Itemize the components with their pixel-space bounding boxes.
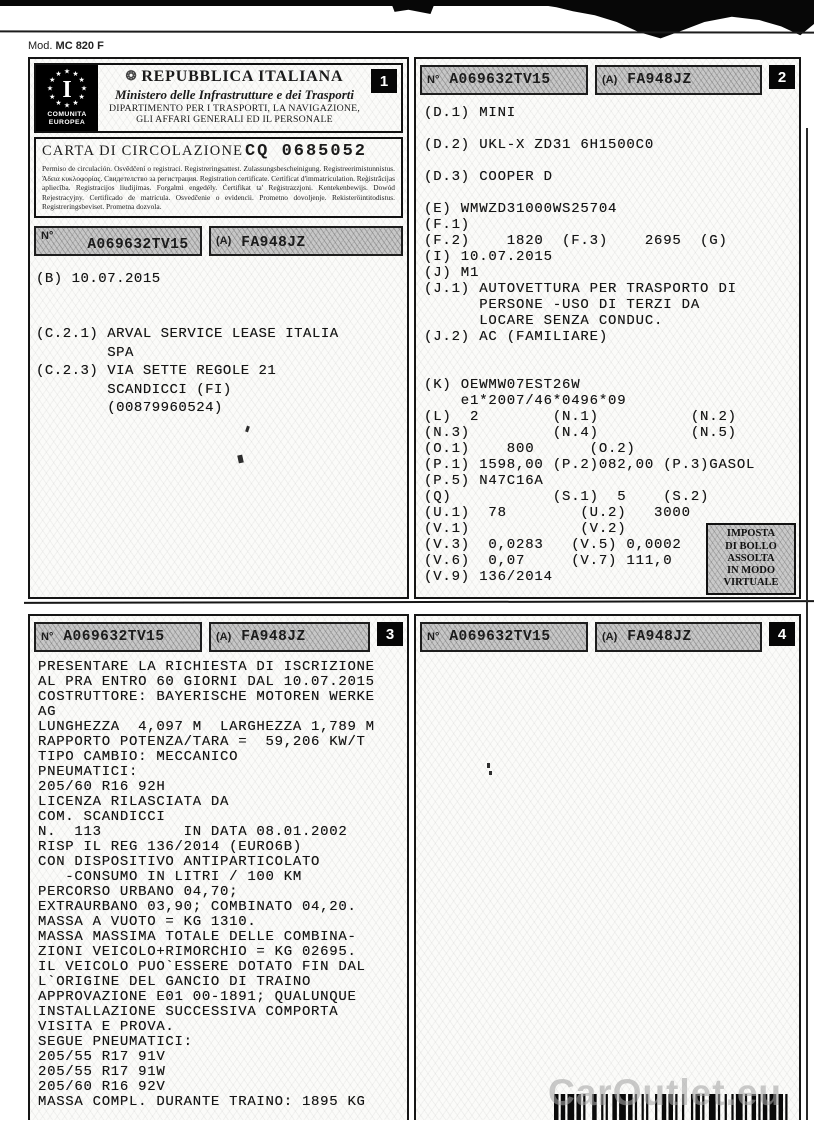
technical-annotation-lines: PRESENTARE LA RICHIESTA DI ISCRIZIONE AL PRA ENTRO 60 GIORNI DAL 10.07.2015 COSTRUTTORE: BAYERISCHE MOTOREN WERKE AG LUNGHEZZA 4,097 M LARGHEZZA 1,789 M RAPPORTO POTENZA/TARA = 59,206 KW/T TIPO CAMBIO: MECCANICO PNEUMATICI: 205/60 R16 92H LICENZA RILASCIATA DA COM. SCANDICCI N. 113 IN DATA 08.01.2002 RISP IL REG 136/2014 (EURO6B) CON DISPOSITIVO ANTIPARTICOLATO -CONSUMO IN LITRI / 100 KM PERCORSO URBANO 04,70; EXTRAURBANO 03,90; COMBINATO 04,20. MASSA A VUOTO = KG 1310. MASSA MASSIMA TOTALE DELLE COMBINA- ZIONI VEICOLO+RIMORCHIO = KG 02695. IL VEICOLO PUO`ESSERE DOTATO FIN DAL L`ORIGINE DEL GANCIO DI TRAINO APPROVAZIONE E01 00-1891; QUALUNQUE INSTALLAZIONE SUCCESSIVA COMPORTA VISITA E PROVA. SEGUE PNEUMATICI: 205/55 R17 91V 205/55 R17 91W 205/60 R16 92V MASSA COMPL. DURANTE TRAINO: 1895 KG <box>38 659 375 1110</box>
certificate-number-label: N° <box>41 631 54 643</box>
plate-fields-row-2 <box>420 65 795 95</box>
document-title: CARTA DI CIRCOLAZIONE <box>42 143 244 159</box>
form-model-label <box>28 40 104 52</box>
vehicle-data-lines: (D.1) MINI (D.2) UKL-X ZD31 6H1500C0 (D.3) COOPER D (E) WMWZD31000WS25704 (F.1) (F.2) 1820 (F.3) 2695 (G) (I) 10.07.2015 (J) M1 (J.1) AUTOVETTURA PER TRASPORTO DI PERSONE -USO DI TERZI DA LOCARE SENZA CONDUC. (J.2) AC (FAMILIARE) (K) OEWMW07EST26W e1*2007/46*0496*09 (L) 2 (N.1) (N.2) (N.3) (N.4) (N.5) (O.1) 800 (O.2) (P.1) 1598,00 (P.2)082,00 (P.3)GASOL (P.5) N47C16A (Q) (S.1) 5 (S.2) (U.1) 78 (U.2) 3000 (V.1) (V.2) (V.3) 0,0283 (V.5) 0,0002 (V.6) 0,07 (V.7) 111,0 (V.9) 136/2014 <box>424 105 756 585</box>
scan-artifact-ink-blob <box>540 0 814 40</box>
ministry-header-text <box>98 65 371 131</box>
multilingual-certificate-text: Permiso de circulación. Osvědčení o registraci. Registreringsattest. Zulassungsbescheinigung. Registreerimistunnistus. Άδεια κυκλοφορίας. Свидетелство за регистрация. Registration certificate. Certificat d'immatriculation. Reģistrācijas apliecība. Registracijos liudijimas. Forgalmi engedély. Ċertifikat ta' Reġistrazzjoni. Kentekenbewijs. Dowód Rejestracyjny. Certificado de matrícula. Osvedčenie o evidencii. Prometno dovoljenje. Rekisteröintitodistus. Registreringsbeviset. Prometna dozvola. <box>42 164 395 212</box>
certificate-number-value: A069632TV15 <box>449 629 551 645</box>
fold-line-middle <box>24 600 814 604</box>
ministry-name: Ministero delle Infrastrutture e dei Trasporti <box>115 87 354 102</box>
svg-text:★: ★ <box>78 94 85 101</box>
certificate-number-value: A069632TV15 <box>63 629 165 645</box>
watermark-text: CarOutlet.eu <box>548 1072 783 1113</box>
license-plate-label: (A) <box>216 631 232 643</box>
page-number-badge-1: 1 <box>371 69 397 93</box>
svg-text:★: ★ <box>49 77 56 84</box>
svg-text:★: ★ <box>63 102 71 110</box>
certificate-number-field <box>34 226 202 256</box>
license-plate-label: (A) <box>216 234 232 247</box>
scan-speck <box>487 763 490 768</box>
republic-title: REPUBBLICA ITALIANA <box>141 68 344 85</box>
scan-speck <box>489 771 492 775</box>
license-plate-value: FA948JZ <box>627 72 692 88</box>
certificate-number-label: N° <box>427 74 440 86</box>
scan-artifact-ink-blob-small <box>390 0 436 14</box>
svg-text:★: ★ <box>63 68 71 76</box>
svg-text:★: ★ <box>72 100 79 108</box>
stamp-duty-text: IMPOSTA DI BOLLO ASSOLTA IN MODO VIRTUALE <box>723 528 779 589</box>
quadrant-2-vehicle-data <box>414 57 801 599</box>
license-plate-label: (A) <box>602 74 618 86</box>
page-edge-right <box>806 128 808 1120</box>
certificate-number-value: A069632TV15 <box>449 72 551 88</box>
svg-text:★: ★ <box>46 85 54 93</box>
svg-text:★: ★ <box>49 94 56 101</box>
eu-logo-label-line1: COMUNITA <box>47 111 87 118</box>
svg-text:★: ★ <box>78 77 85 84</box>
form-model-prefix: Mod. <box>28 40 53 52</box>
license-plate-field <box>209 622 370 652</box>
document-serial: CQ 0685052 <box>244 142 367 161</box>
certificate-number-value: A069632TV15 <box>87 236 189 253</box>
svg-text:★: ★ <box>55 100 62 108</box>
license-plate-value: FA948JZ <box>627 629 692 645</box>
plate-fields-row-4 <box>420 622 795 652</box>
ministry-header <box>34 63 403 133</box>
department-line2: GLI AFFARI GENERALI ED IL PERSONALE <box>136 114 333 125</box>
plate-fields-row-1 <box>34 226 403 256</box>
page-number-badge-4: 4 <box>769 622 795 646</box>
quadrant-4-blank <box>414 614 801 1120</box>
license-plate-value: FA948JZ <box>241 234 306 251</box>
svg-text:★: ★ <box>55 70 62 78</box>
quadrant-3-annotations <box>28 614 409 1120</box>
license-plate-field <box>595 622 762 652</box>
department-line1: DIPARTIMENTO PER I TRASPORTI, LA NAVIGAZIONE, <box>108 103 361 114</box>
license-plate-field <box>209 226 403 256</box>
eu-flag-logo <box>36 65 98 131</box>
license-plate-field <box>595 65 762 95</box>
svg-text:I: I <box>62 77 72 103</box>
certificate-number-label: N° <box>41 229 54 242</box>
certificate-number-field <box>420 65 588 95</box>
license-plate-value: FA948JZ <box>241 629 306 645</box>
fold-line-top <box>0 30 814 33</box>
stamp-duty-box <box>706 523 796 595</box>
page-number-badge-2: 2 <box>769 65 795 89</box>
italy-emblem-icon: ❂ <box>125 68 138 83</box>
certificate-number-field <box>420 622 588 652</box>
document-title-box <box>34 137 403 218</box>
svg-text:★: ★ <box>80 85 88 93</box>
form-model-code: MC 820 F <box>55 40 104 52</box>
plate-fields-row-3 <box>34 622 403 652</box>
holder-data-lines: (B) 10.07.2015 (C.2.1) ARVAL SERVICE LEASE ITALIA SPA (C.2.3) VIA SETTE REGOLE 21 SCANDICCI (FI) (00879960524) <box>36 270 339 417</box>
eu-logo-label-line2: EUROPEA <box>48 118 86 126</box>
eu-stars-icon <box>36 65 98 111</box>
page-number-badge-3: 3 <box>377 622 403 646</box>
svg-text:★: ★ <box>72 70 79 78</box>
license-plate-label: (A) <box>602 631 618 643</box>
certificate-number-label: N° <box>427 631 440 643</box>
certificate-number-field <box>34 622 202 652</box>
quadrant-1-front-cover <box>28 57 409 599</box>
